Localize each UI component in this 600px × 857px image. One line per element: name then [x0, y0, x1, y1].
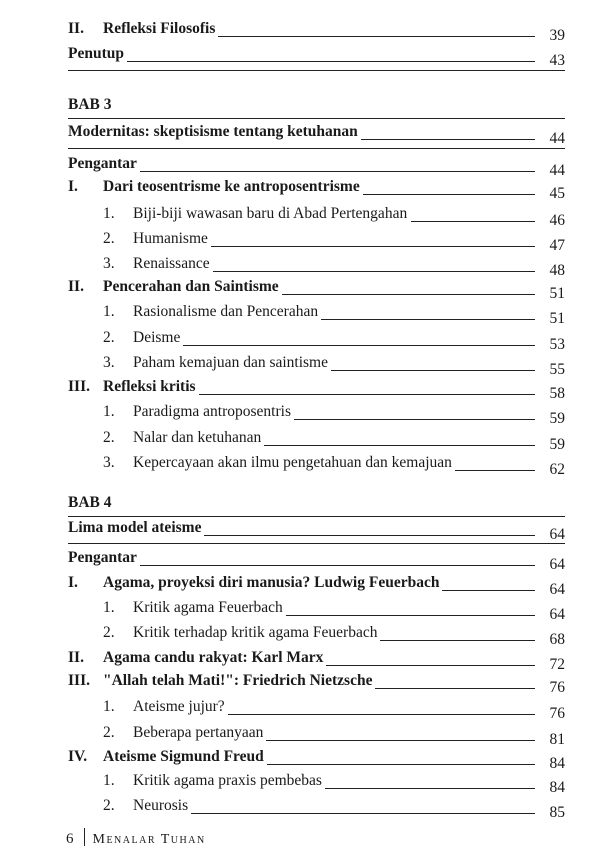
- toc-subentry[interactable]: [0, 203, 600, 227]
- entry-title: Kritik agama Feuerbach: [133, 599, 283, 616]
- entry-number: 1.: [103, 599, 115, 616]
- dot-leader: [282, 294, 535, 295]
- entry-number: III.: [68, 672, 90, 689]
- entry-title: "Allah telah Mati!": Friedrich Nietzsche: [103, 672, 373, 689]
- entry-number: III.: [68, 378, 90, 395]
- entry-title: Kritik agama praxis pembebas: [133, 772, 322, 789]
- entry-title: Pengantar: [68, 549, 137, 566]
- entry-number: II.: [68, 20, 84, 37]
- toc-subentry[interactable]: [0, 301, 600, 325]
- page-number: 68: [549, 631, 565, 648]
- entry-number: IV.: [68, 748, 88, 765]
- dot-leader: [286, 615, 535, 616]
- chapter-title-entry[interactable]: [0, 517, 600, 541]
- page-number: 76: [549, 705, 565, 722]
- entry-title: Humanisme: [133, 230, 208, 247]
- entry-number: 1.: [103, 772, 115, 789]
- dot-leader: [375, 688, 535, 689]
- dot-leader: [321, 319, 535, 320]
- chapter-title-entry[interactable]: [0, 121, 600, 145]
- entry-number: 2.: [103, 230, 115, 247]
- entry-title: Paradigma antroposentris: [133, 403, 291, 420]
- toc-subentry[interactable]: [0, 352, 600, 376]
- entry-number: II.: [68, 649, 84, 666]
- entry-number: 3.: [103, 354, 115, 371]
- entry-title: Refleksi Filosofis: [103, 20, 216, 37]
- page-number: 51: [549, 310, 565, 327]
- toc-entry[interactable]: [0, 547, 600, 571]
- page-number: 58: [549, 385, 565, 402]
- toc-subentry[interactable]: [0, 253, 600, 277]
- page-number: 48: [549, 262, 565, 279]
- dot-leader: [266, 740, 535, 741]
- dot-leader: [294, 419, 535, 420]
- entry-title: Biji-biji wawasan baru di Abad Pertengahan: [133, 205, 408, 222]
- page-number: 44: [549, 130, 565, 147]
- page-number: 46: [549, 212, 565, 229]
- dot-leader: [183, 345, 535, 346]
- dot-leader: [211, 246, 535, 247]
- entry-title: Nalar dan ketuhanan: [133, 429, 262, 446]
- page-number: 85: [549, 804, 565, 821]
- toc-entry[interactable]: [0, 746, 600, 770]
- toc-subentry[interactable]: [0, 401, 600, 425]
- page-number: 76: [549, 679, 565, 696]
- toc-subentry[interactable]: [0, 597, 600, 621]
- entry-title: Ateisme jujur?: [133, 698, 225, 715]
- dot-leader: [442, 590, 535, 591]
- footer-book-title: Menalar Tuhan: [92, 832, 206, 847]
- entry-title: Refleksi kritis: [103, 378, 196, 395]
- section-rule: [68, 70, 565, 71]
- dot-leader: [191, 813, 535, 814]
- entry-title: Rasionalisme dan Pencerahan: [133, 303, 319, 320]
- page-number: 51: [549, 285, 565, 302]
- dot-leader: [325, 788, 535, 789]
- entry-title: Pencerahan dan Saintisme: [103, 278, 279, 295]
- toc-subentry[interactable]: [0, 427, 600, 451]
- dot-leader: [411, 221, 535, 222]
- entry-title: Beberapa pertanyaan: [133, 724, 264, 741]
- entry-number: 1.: [103, 698, 115, 715]
- footer-separator: [84, 828, 85, 846]
- toc-subentry[interactable]: [0, 795, 600, 819]
- footer-page-number: 6: [66, 831, 74, 847]
- entry-number: II.: [68, 278, 84, 295]
- entry-number: 2.: [103, 429, 115, 446]
- page-number: 44: [549, 162, 565, 179]
- page-number: 59: [549, 436, 565, 453]
- dot-leader: [140, 565, 535, 566]
- page-number: 64: [549, 606, 565, 623]
- page-number: 64: [549, 581, 565, 598]
- dot-leader: [380, 640, 535, 641]
- entry-number: 2.: [103, 724, 115, 741]
- dot-leader: [213, 271, 535, 272]
- toc-entry[interactable]: [0, 376, 600, 400]
- entry-title: Neurosis: [133, 797, 189, 814]
- entry-number: I.: [68, 574, 78, 591]
- toc-subentry[interactable]: [0, 696, 600, 720]
- toc-entry[interactable]: [0, 670, 600, 694]
- page-number: 81: [549, 731, 565, 748]
- toc-subentry[interactable]: [0, 228, 600, 252]
- entry-title: Agama candu rakyat: Karl Marx: [103, 649, 324, 666]
- toc-entry[interactable]: [0, 43, 600, 67]
- page-number: 62: [549, 461, 565, 478]
- page-number: 47: [549, 237, 565, 254]
- entry-number: 1.: [103, 403, 115, 420]
- toc-entry[interactable]: [0, 18, 600, 42]
- toc-subentry[interactable]: [0, 722, 600, 746]
- page-number: 55: [549, 361, 565, 378]
- page-number: 72: [549, 656, 565, 673]
- entry-title: Paham kemajuan dan saintisme: [133, 354, 328, 371]
- page-footer: [66, 828, 206, 848]
- dot-leader: [267, 764, 535, 765]
- page-number: 59: [549, 410, 565, 427]
- entry-number: I.: [68, 178, 78, 195]
- entry-title: Deisme: [133, 329, 181, 346]
- dot-leader: [204, 535, 535, 536]
- dot-leader: [199, 394, 535, 395]
- page-number: 64: [549, 526, 565, 543]
- entry-number: 3.: [103, 255, 115, 272]
- page-number: 84: [549, 779, 565, 796]
- toc-entry[interactable]: [0, 572, 600, 596]
- entry-title: Ateisme Sigmund Freud: [103, 748, 264, 765]
- section-rule: [68, 118, 565, 119]
- entry-title: Renaissance: [133, 255, 210, 272]
- entry-number: 1.: [103, 303, 115, 320]
- toc-entry[interactable]: [0, 276, 600, 300]
- dot-leader: [218, 36, 535, 37]
- entry-title: Kritik terhadap kritik agama Feuerbach: [133, 624, 378, 641]
- entry-number: 2.: [103, 329, 115, 346]
- page-number: 53: [549, 336, 565, 353]
- bab-heading: BAB 4: [68, 494, 112, 511]
- dot-leader: [264, 445, 535, 446]
- toc-subentry[interactable]: [0, 327, 600, 351]
- section-rule: [68, 543, 565, 544]
- dot-leader: [127, 61, 535, 62]
- section-rule: [68, 148, 565, 149]
- page-number: 64: [549, 556, 565, 573]
- page-number: 43: [549, 52, 565, 69]
- toc-subentry[interactable]: [0, 452, 600, 476]
- toc-entry[interactable]: [0, 153, 600, 177]
- dot-leader: [326, 665, 535, 666]
- entry-title: Agama, proyeksi diri manusia? Ludwig Feuerbach: [103, 574, 440, 591]
- toc-entry[interactable]: [0, 647, 600, 671]
- toc-subentry[interactable]: [0, 622, 600, 646]
- entry-title: Modernitas: skeptisisme tentang ketuhanan: [68, 123, 358, 140]
- page-number: 84: [549, 755, 565, 772]
- entry-number: 1.: [103, 205, 115, 222]
- entry-title: Penutup: [68, 45, 124, 62]
- dot-leader: [228, 714, 535, 715]
- dot-leader: [455, 470, 535, 471]
- dot-leader: [140, 171, 535, 172]
- entry-number: 2.: [103, 624, 115, 641]
- dot-leader: [361, 139, 535, 140]
- entry-title: Dari teosentrisme ke antroposentrisme: [103, 178, 360, 195]
- entry-title: Lima model ateisme: [68, 519, 202, 536]
- bab-heading: BAB 3: [68, 96, 112, 113]
- page-number: 39: [549, 27, 565, 44]
- dot-leader: [363, 194, 535, 195]
- entry-title: Pengantar: [68, 155, 137, 172]
- toc-subentry[interactable]: [0, 770, 600, 794]
- dot-leader: [331, 370, 535, 371]
- entry-number: 2.: [103, 797, 115, 814]
- toc-entry[interactable]: [0, 176, 600, 200]
- entry-title: Kepercayaan akan ilmu pengetahuan dan kemajuan: [133, 454, 452, 471]
- page-number: 45: [549, 185, 565, 202]
- entry-number: 3.: [103, 454, 115, 471]
